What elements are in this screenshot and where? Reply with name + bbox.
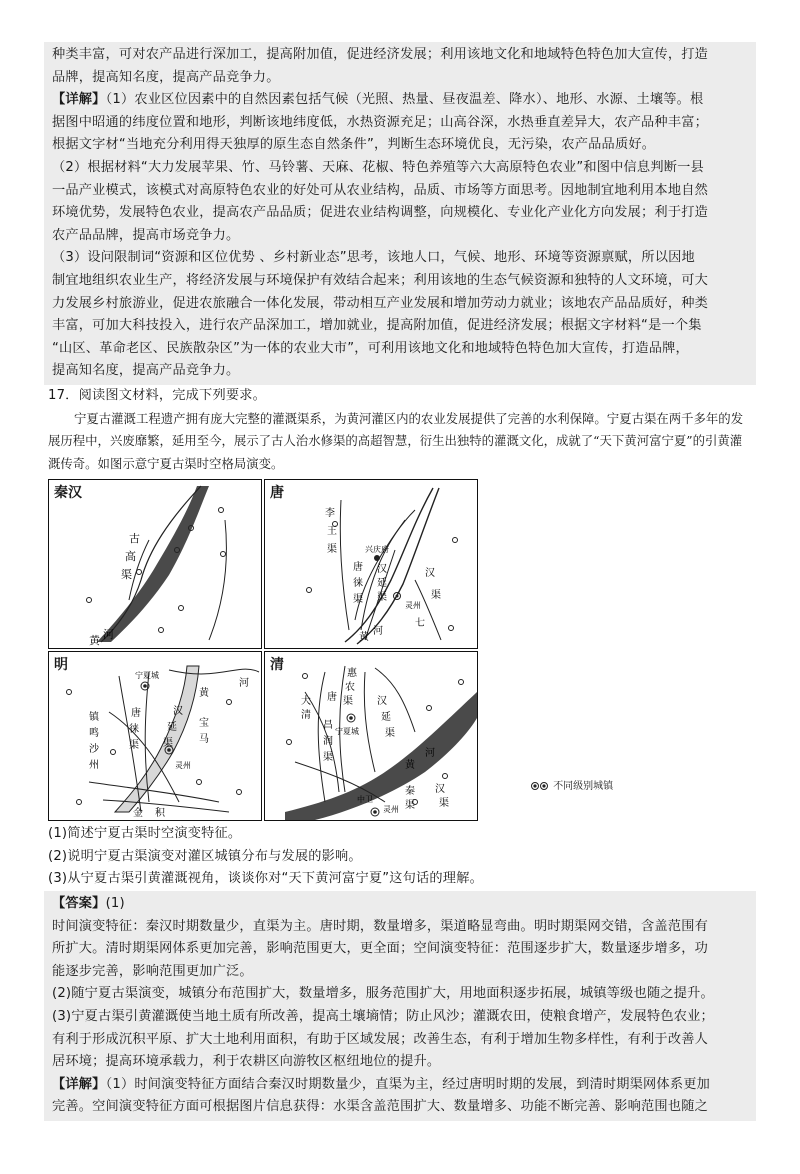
text-line: 力发展乡村旅游业，促进农旅融合一体化发展，带动相互产业发展和增加劳动力就业；该地农产品品质好，种类 — [52, 295, 708, 311]
map-label: 马 — [199, 734, 209, 746]
question-intro: 宁夏古灌溉工程遗产拥有庞大完整的灌溉渠系，为黄河灌区内的农业发展提供了完善的水利保障。宁夏古渠在两千多年的发展历程中，兴废靡繁，延用至今，展示了古人治水修渠的高超智慧，衍生出独特的灌溉文化，成就了“天下黄河富宁夏”的引黄灌溉传奇。如图示意宁夏古渠时空格局演变。 — [48, 410, 744, 471]
map-label: 积 — [155, 808, 165, 820]
detail-label: 【详解】 — [52, 92, 106, 108]
text-line: 有利于形成沉积平原、扩大土地利用面积，有助于区域发展；改善生态，有利于增加生物多样性，有利于改善人 — [52, 1031, 708, 1047]
ming-map — [49, 652, 261, 820]
map-label: 鸣 — [89, 728, 99, 740]
map-label: 渠 — [385, 728, 395, 740]
text-line: (2)随宁夏古渠演变，城镇分布范围扩大，数量增多，服务范围扩大，用地面积逐步拓展，城镇等级也随之提升。 — [52, 986, 714, 1002]
map-label: 延 — [381, 712, 391, 724]
text-line: 所扩大。清时期渠网体系更加完善，影响范围更大，更全面；空间演变特征：范围逐步扩大，数量逐步增多，功 — [52, 941, 708, 957]
map-label: 河 — [373, 626, 383, 638]
map-panel-ming — [48, 651, 262, 821]
map-label: 渠 — [431, 590, 441, 602]
map-label: 汉 — [377, 696, 387, 708]
map-label: 古 — [129, 532, 140, 546]
map-label: 镇 — [89, 712, 99, 724]
map-label: 渠 — [377, 592, 387, 604]
map-label: 灵州 — [383, 805, 399, 815]
panel-title: 唐 — [270, 485, 284, 502]
qing-map — [265, 652, 477, 820]
map-label: 唐 — [353, 562, 363, 574]
map-label: 中卫 — [357, 795, 373, 805]
text-line: 一品产业模式，该模式对高原特色农业的好处可从农业结构，品质、市场等方面思考。因地制宜地利用本地自然 — [52, 182, 708, 198]
text-line: （3）设问限制词“资源和区位优势 、乡村新业态”思考，该地人口，气候、地形、环境等资源禀赋，所以因地 — [52, 250, 695, 266]
text-line: 能逐步完善，影响范围更加广泛。 — [52, 963, 253, 979]
map-label: 渠 — [323, 752, 333, 764]
town-symbol-icon — [530, 781, 550, 791]
map-label: 昌 — [323, 720, 333, 732]
sub-question: (3)从宁夏古渠引黄灌溉视角，谈谈你对“天下黄河富宁夏”这句话的理解。 — [48, 871, 483, 887]
canal-map-figure — [48, 479, 614, 823]
answer-block — [44, 891, 756, 1121]
text-line: 提高知名度，提高产品竞争力。 — [52, 363, 240, 379]
map-label: 渠 — [163, 738, 173, 750]
map-label: 延 — [377, 578, 387, 590]
map-label: 河 — [425, 748, 435, 760]
detail-label: 【详解】 — [52, 1076, 106, 1092]
map-label: 渠 — [353, 594, 363, 606]
map-label: 李 — [325, 508, 335, 520]
question-title: 17．阅读图文材料，完成下列要求。 — [48, 387, 266, 403]
map-label: 延 — [167, 722, 177, 734]
answer-label: 【答案】 — [52, 896, 106, 912]
document-page — [0, 42, 800, 1174]
map-label: 灵州 — [405, 601, 421, 611]
map-label: 徕 — [129, 724, 139, 736]
map-label: 河 — [239, 678, 249, 690]
map-panel-qing — [264, 651, 478, 821]
map-label: 汉 — [377, 564, 387, 576]
text-line: 【答案】(1) — [52, 896, 125, 912]
map-legend — [530, 777, 613, 792]
sub-question: (1)简述宁夏古渠时空演变特征。 — [48, 826, 242, 842]
map-panel-tang — [264, 479, 478, 649]
map-label: 兴庆府 — [365, 545, 389, 555]
text-line: 环境优势，发展特色农业，提高农产品品质；促进农业结构调整，向规模化、专业化产业化方向发展；利于打造 — [52, 205, 708, 221]
map-label: 汉 — [173, 706, 183, 718]
map-label: 黄 — [359, 632, 369, 644]
map-label: 宁夏城 — [135, 671, 159, 681]
map-label: 州 — [89, 760, 99, 772]
map-label: 七 — [415, 618, 425, 630]
map-label: 惠 — [347, 668, 357, 680]
map-label: 渠 — [405, 800, 415, 812]
map-label: 徕 — [353, 578, 363, 590]
text-line: 根据文字材“当地充分利用得天独厚的原生态自然条件”，判断生态环境优良，无污染，农产品品质好。 — [52, 137, 656, 153]
map-label: 渠 — [343, 696, 353, 708]
text-line: 农产品品牌，提高市场竞争力。 — [52, 227, 240, 243]
text-line: 制宜地组织农业生产，将经济发展与环境保护有效结合起来；利用该地的生态气候资源和独特的人文环境，可大 — [52, 272, 708, 288]
map-label: 灵州 — [175, 761, 191, 771]
map-label: 黄 — [405, 760, 415, 772]
map-label: 宝 — [199, 718, 209, 730]
map-label: 秦 — [405, 786, 415, 798]
panel-title: 秦汉 — [54, 485, 82, 502]
text-line: 【详解】（1）农业区位因素中的自然因素包括气候（光照、热量、昼夜温差、降水）、地形、水源、土壤等。根 — [52, 92, 704, 108]
text-line: 居环境；提高环境承载力，利于农耕区向游牧区枢纽地位的提升。 — [52, 1054, 441, 1070]
sub-questions — [44, 823, 756, 891]
map-label: 渠 — [129, 740, 139, 752]
text-line: 完善。空间演变特征方面可根据图片信息获得：水渠含盖范围扩大、数量增多、功能不断完善、影响范围也随之 — [52, 1099, 708, 1115]
map-label: 河 — [103, 628, 114, 642]
tang-map — [265, 480, 477, 648]
text-line: “山区、革命老区、民族散杂区”为一体的农业大市”，可利用该地文化和地域特色特色加大宣传，打造品牌， — [52, 340, 689, 356]
text-line: 种类丰富，可对农产品进行深加工，提高附加值，促进经济发展；利用该地文化和地域特色特色加大宣传，打造 — [52, 47, 708, 62]
panel-title: 清 — [270, 657, 284, 674]
map-label: 清 — [301, 710, 311, 722]
text-line: 品牌，提高知名度，提高产品竞争力。 — [52, 69, 280, 85]
map-label: 大 — [301, 696, 311, 708]
previous-answer-block — [44, 42, 756, 385]
map-label: 宁夏城 — [335, 727, 359, 737]
text-line: (3)宁夏古渠引黄灌溉使当地土质有所改善，提高土壤墒情；防止风沙；灌溉农田，使粮食增产，发展特色农业； — [52, 1009, 714, 1025]
map-label: 汉 — [425, 568, 435, 580]
text-line: （2）根据材料“大力发展苹果、竹、马铃薯、天麻、花椒、特色养殖等六大高原特色农业”和图中信息判断一县 — [52, 159, 704, 175]
map-label: 王 — [327, 526, 337, 538]
map-label: 唐 — [131, 708, 141, 720]
map-label: 渠 — [439, 798, 449, 810]
map-label: 农 — [345, 682, 355, 694]
map-label: 金 — [133, 808, 143, 820]
sub-question: (2)说明宁夏古渠演变对灌区城镇分布与发展的影响。 — [48, 848, 362, 864]
map-label: 沙 — [89, 744, 99, 756]
panel-title: 明 — [54, 657, 68, 674]
map-label: 唐 — [327, 692, 337, 704]
map-label: 汉 — [435, 784, 445, 796]
legend-label: 不同级别城镇 — [553, 781, 614, 793]
text-line: 丰富，可加大科技投入，进行农产品深加工，增加就业，提高附加值，促进经济发展；根据文字材料“是一个集 — [52, 318, 702, 334]
qinhan-map — [49, 480, 261, 648]
text-line: 【详解】（1）时间演变特征方面结合秦汉时期数量少，直渠为主，经过唐明时期的发展，到清时期渠网体系更加 — [52, 1076, 710, 1092]
text-line: 据图中昭通的纬度位置和地形，判断该地纬度低，水热资源充足；山高谷深，水热垂直差异大，农产品种丰富； — [52, 114, 708, 130]
map-label: 黄 — [199, 688, 209, 700]
map-label: 润 — [323, 736, 333, 748]
map-panel-qinhan — [48, 479, 262, 649]
map-label: 黄 — [89, 634, 100, 648]
map-label: 渠 — [327, 544, 337, 556]
map-label: 渠 — [121, 568, 132, 582]
map-label: 高 — [125, 550, 136, 564]
text-line: 时间演变特征：秦汉时期数量少，直渠为主。唐时期，数量增多，渠道略显弯曲。明时期渠网交错，含盖范围有 — [52, 918, 708, 934]
